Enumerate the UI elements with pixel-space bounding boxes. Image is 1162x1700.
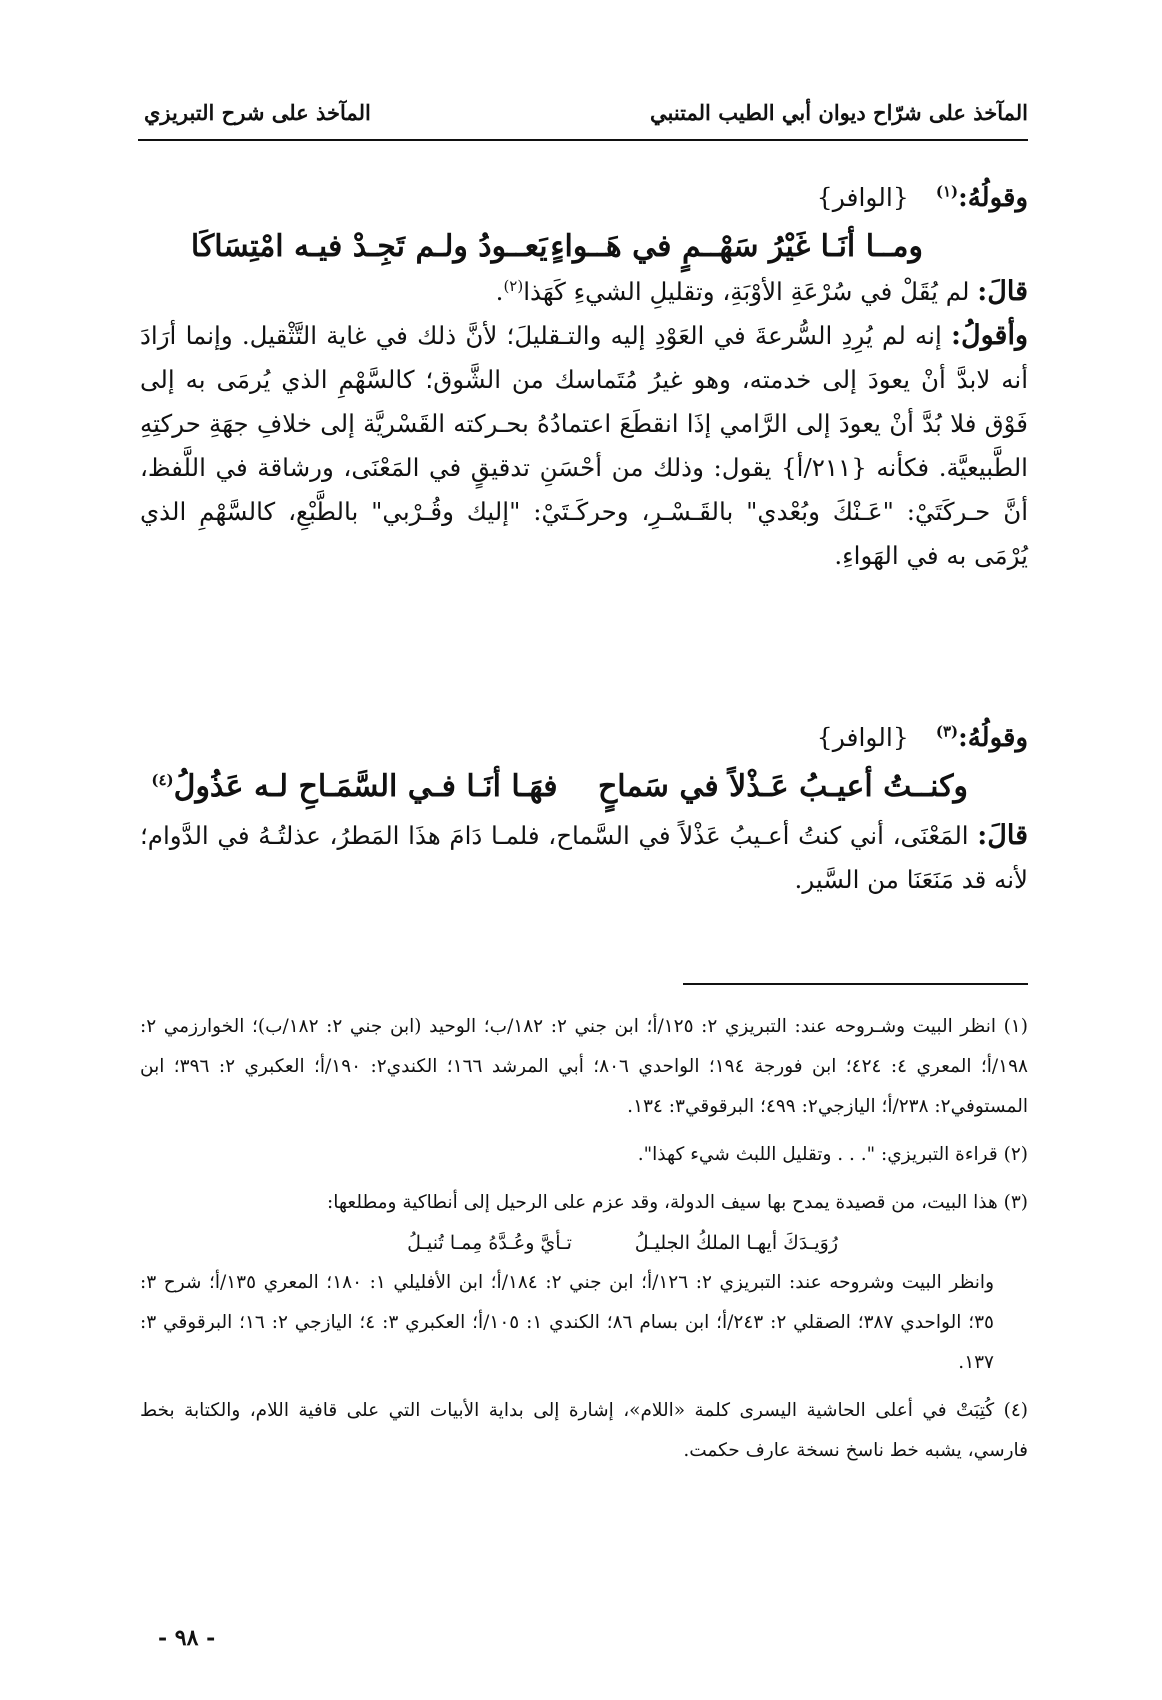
meter-label: {الوافر} bbox=[816, 723, 909, 752]
footnote-3-verse-a: رُوَيـدَكَ أيهـا الملكُ الجليـلُ bbox=[634, 1232, 838, 1254]
header-rule bbox=[138, 139, 1028, 141]
footnote-3-sources: وانظر البيت وشروحه عند: التبريزي ٢: ١٢٦/أ؛ ابن جني ٢: ١٨٤/أ؛ ابن الأفليلي ١: ١٨٠؛ المعري ١٣٥/أ؛ شرح ٣: ٣٥؛ الواحدي ٣٨٧؛ الصقلي ٢: ٢٤٣/أ؛ ابن بسام ٨٦؛ الكندي ١: ١٠٥/أ؛ العكبري ٣: ٤؛ اليازجي ٢: ١٦؛ البرقوقي ٣: ١٣٧. bbox=[140, 1272, 995, 1373]
footnote-3-intro: (٣) هذا البيت، من قصيدة يمدح بها سيف الدولة، وقد عزم على الرحيل إلى أنطاكية ومطلعها: bbox=[327, 1192, 1028, 1213]
header-book-title: المآخذ على شرّاح ديوان أبي الطيب المتنبي bbox=[650, 100, 1028, 125]
qala-keyword: قالَ: bbox=[977, 820, 1028, 851]
lead-word: وقولُهُ: bbox=[958, 723, 1028, 753]
aqulu-paragraph bbox=[140, 314, 1028, 578]
aqulu-keyword: وأقولُ: bbox=[951, 320, 1028, 351]
verse-2-hemistich-1: وكنــتُ أعيـبُ عَـذْلاً في سَماحٍ bbox=[597, 769, 968, 804]
aqulu-text: إنه لم يُرِدِ السُّرعةَ في العَوْدِ إليه والتـقليلَ؛ لأنَّ ذلك في غاية التَّثْقيل. وإنما أرَادَ أنه لابدَّ أنْ يعودَ إلى خدمته، وهو غيرُ مُتَماسك من الشَّوق؛ كالسَّهْمِ الذي يُرمَى به إلى فَوْق فلا بُدَّ أنْ يعودَ إلى الرَّامي إذَا انقطَعَ اعتمادُهُ بحـركته القَسْريَّة إلى خلافِ جهَةِ حركتِهِ الطَّبيعيَّة. فكأنه {٢١١/أ} يقول: وذلك من أحْسَنِ تدقيقٍ في المَعْنَى، ورشاقة في اللَّفظ، أنَّ حـركَتَيْ: "عَـنْكَ وبُعْدي" بالقَـسْـرِ، وحركَـتَيْ: "إليك وقُـرْبي" بالطَّبْعِ، كالسَّهْمِ الذي يُرْمَى به في الهَواءِ. bbox=[140, 321, 1028, 570]
footnote-ref-2: (٢) bbox=[503, 276, 524, 295]
footnote-3-verse bbox=[140, 1223, 1028, 1263]
footnote-4: (٤) كُتِبَتْ في أعلى الحاشية اليسرى كلمة «اللام»، إشارة إلى بداية الأبيات التي على قافية اللام، والكتابة بخط فارسي، يشبه خط ناسخ نسخة عارف حكمت. bbox=[140, 1400, 1028, 1461]
footnote-ref-1: (١) bbox=[935, 182, 959, 201]
footnote-2: (٢) قراءة التبريزي: ". . . وتقليل اللبث شيء كهذا". bbox=[637, 1144, 1028, 1165]
section-1-lead bbox=[140, 178, 1028, 218]
section-2-commentary bbox=[140, 814, 1028, 902]
section-1-commentary bbox=[140, 270, 1028, 578]
verse-2 bbox=[140, 764, 1028, 810]
section-1 bbox=[140, 178, 1028, 578]
footnote-3-verse-b: تـأيَّ وعُـدَّهُ مِمـا تُنيـلُ bbox=[407, 1232, 572, 1254]
section-2-lead bbox=[140, 718, 1028, 758]
header-chapter-title: المآخذ على شرح التبريزي bbox=[144, 100, 371, 125]
footnotes bbox=[140, 1007, 1028, 1471]
verse-1-hemistich-1: ومــا أنَـا غَيْرُ سَهْــمٍ في هَــواءٍ bbox=[550, 229, 923, 264]
footnote-1: (١) انظر البيت وشـروحه عند: التبريزي ٢: ١٢٥/أ؛ ابن جني ٢: ١٨٢/ب؛ الوحيد (ابن جني ٢: ١٨٢/ب)؛ الخوارزمي ٢: ١٩٨/أ؛ المعري ٤: ٤٢٤؛ ابن فورجة ١٩٤؛ الواحدي ٨٠٦؛ أبي المرشد ١٦٦؛ الكندي٢: ١٩٠/أ؛ العكبري ٢: ٣٩٦؛ ابن المستوفي٢: ٢٣٨/أ؛ اليازجي٢: ٤٩٩؛ البرقوقي٣: ١٣٤. bbox=[140, 1016, 1028, 1117]
lead-word: وقولُهُ: bbox=[958, 183, 1028, 213]
section-2 bbox=[140, 718, 1028, 902]
qala-paragraph: قالَ: لم يُقَلْ في سُرْعَةِ الأوْبَةِ، وتقليلِ الشيءِ كَهَذا$^{(٢)}$. bbox=[495, 276, 1028, 307]
meter-label: {الوافر} bbox=[816, 183, 909, 212]
qala-text: لم يُقَلْ في سُرْعَةِ الأوْبَةِ، وتقليلِ الشيءِ كَهَذا bbox=[523, 277, 970, 306]
verse-2-hemistich-2: فهَـا أنَـا فـي السَّمَـاحِ لـه عَذُولُ bbox=[173, 769, 558, 804]
running-header bbox=[144, 92, 1028, 132]
footnote-ref-3: (٣) bbox=[935, 722, 959, 741]
qala-keyword: قالَ: bbox=[977, 276, 1028, 307]
footnote-separator bbox=[683, 983, 1028, 985]
verse-1 bbox=[140, 224, 1028, 270]
qala-paragraph bbox=[140, 814, 1028, 902]
footnote-ref-4: (٤) bbox=[151, 771, 174, 789]
page-number: - ٩٨ - bbox=[158, 1625, 216, 1651]
qala-text: المَعْنَى، أني كنتُ أعـيبُ عَذْلاً في السَّماح، فلمـا دَامَ هذَا المَطرُ، عذلتُـهُ في الدَّوام؛ لأنه قد مَنَعَنَا من السَّير. bbox=[140, 821, 1028, 894]
verse-1-hemistich-2: يَعــودُ ولـم تَجِـدْ فيـه امْتِسَاكَا bbox=[190, 229, 548, 264]
